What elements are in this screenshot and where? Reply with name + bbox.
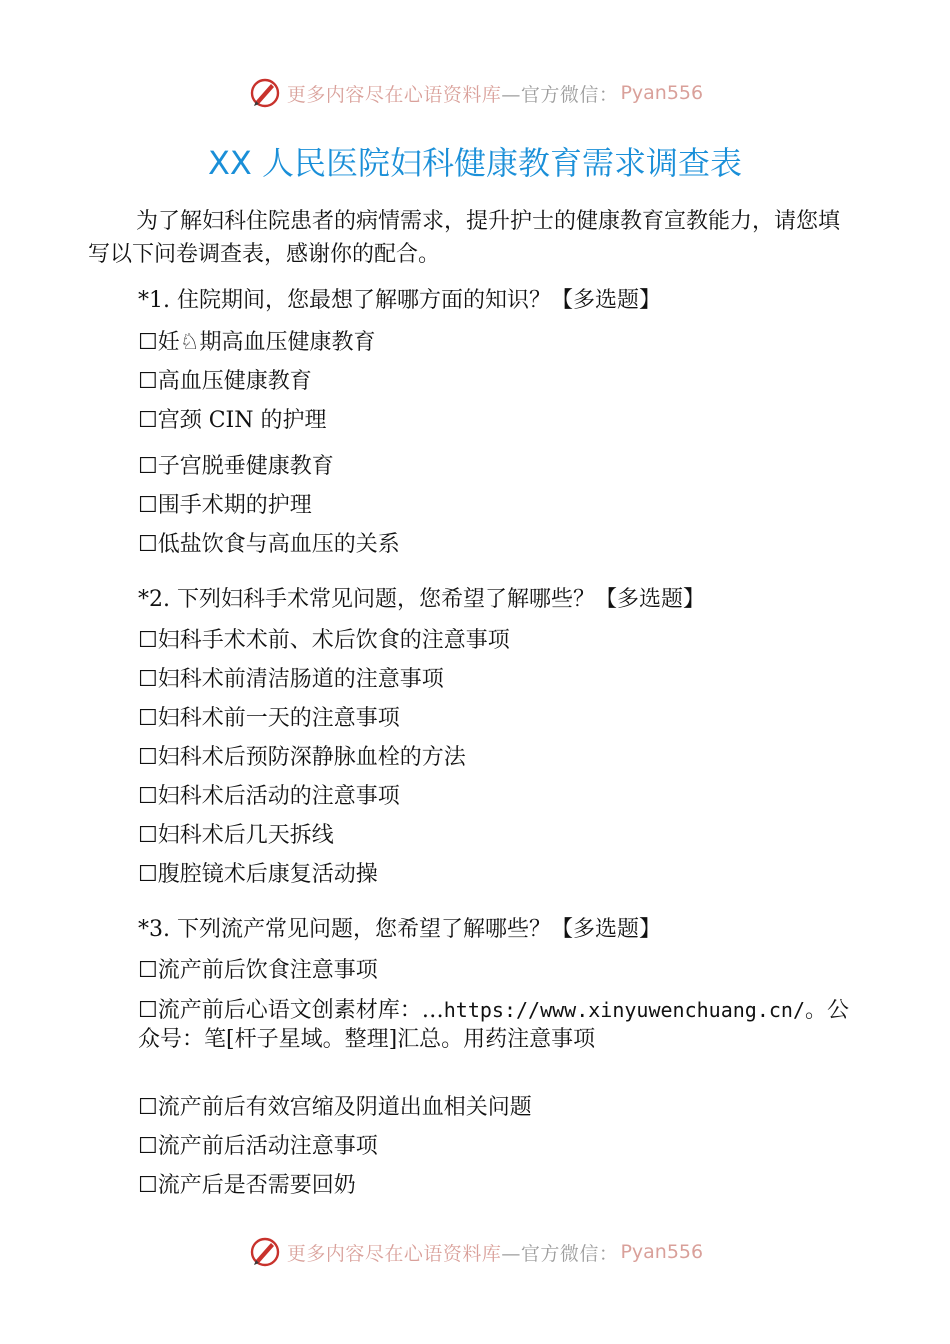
intro-paragraph: 为了解妇科住院患者的病情需求，提升护士的健康教育宣教能力，请您填写以下问卷调查表，感谢你的配合。 — [88, 209, 841, 267]
banner-promo-text: 更多内容尽在心语资料库 — [286, 83, 502, 106]
footer-banner — [0, 1232, 950, 1272]
question-1-option[interactable] — [138, 530, 400, 560]
banner-contact-label: —官方微信： — [501, 83, 619, 106]
option-label: 妇科术前一天的注意事项 — [157, 706, 400, 731]
question-3-option[interactable] — [138, 1171, 356, 1201]
option-label: 流产前后心语文创素材库：… — [157, 998, 444, 1023]
option-label: 高血压健康教育 — [157, 369, 312, 394]
question-2-option[interactable] — [138, 704, 400, 734]
question-2-label: *2. 下列妇科手术常见问题，您希望了解哪些？【多选题】 — [138, 587, 705, 612]
question-1-option[interactable] — [138, 328, 375, 358]
question-3-option[interactable] — [138, 1132, 378, 1162]
question-2-option[interactable] — [138, 665, 444, 695]
option-url[interactable]: https://www.xinyuwenchuang.cn/ — [443, 998, 805, 1022]
checkbox-icon[interactable]: ☐ — [138, 784, 158, 809]
option-label: 子宫脱垂健康教育 — [157, 454, 334, 479]
checkbox-icon[interactable]: ☐ — [138, 628, 158, 653]
checkbox-icon[interactable]: ☐ — [138, 745, 158, 770]
option-label: 流产前后有效宫缩及阴道出血相关问题 — [157, 1095, 532, 1120]
pen-logo-icon — [247, 1234, 283, 1270]
question-2-option[interactable] — [138, 821, 334, 851]
pen-logo-icon — [247, 75, 283, 111]
checkbox-icon[interactable]: ☐ — [138, 1173, 158, 1198]
question-3-option[interactable] — [138, 996, 858, 1054]
option-label: 围手术期的护理 — [157, 493, 312, 518]
checkbox-icon[interactable]: ☐ — [138, 408, 158, 433]
banner-promo-text: 更多内容尽在心语资料库 — [286, 1242, 502, 1265]
question-2-option[interactable] — [138, 743, 466, 773]
question-3-label: *3. 下列流产常见问题，您希望了解哪些？【多选题】 — [138, 917, 661, 942]
option-label: 妇科术后活动的注意事项 — [157, 784, 400, 809]
checkbox-icon[interactable]: ☐ — [138, 493, 158, 518]
option-label: 低盐饮食与高血压的关系 — [157, 532, 400, 557]
checkbox-icon[interactable]: ☐ — [138, 369, 158, 394]
option-label: 流产后是否需要回奶 — [157, 1173, 356, 1198]
option-label: 妇科术后几天拆线 — [157, 823, 334, 848]
checkbox-icon[interactable]: ☐ — [138, 998, 158, 1023]
question-2-option[interactable] — [138, 782, 400, 812]
option-label-tail: 。公众号：笔[杆子星域。整理]汇总。用药注意事项 — [138, 998, 849, 1052]
option-label: 宫颈 CIN 的护理 — [157, 408, 327, 433]
checkbox-icon[interactable]: ☐ — [138, 1134, 158, 1159]
document-title: XX 人民医院妇科健康教育需求调查表 — [207, 144, 743, 182]
checkbox-icon[interactable]: ☐ — [138, 706, 158, 731]
checkbox-icon[interactable]: ☐ — [138, 958, 158, 983]
option-label: 妇科手术术前、术后饮食的注意事项 — [157, 628, 510, 653]
checkbox-icon[interactable]: ☐ — [138, 862, 158, 887]
checkbox-icon[interactable]: ☐ — [138, 823, 158, 848]
option-label: 妊♘期高血压健康教育 — [157, 330, 376, 355]
option-label: 流产前后活动注意事项 — [157, 1134, 378, 1159]
question-1-option[interactable] — [138, 406, 327, 436]
checkbox-icon[interactable]: ☐ — [138, 1095, 158, 1120]
checkbox-icon[interactable]: ☐ — [138, 330, 158, 355]
question-1-option[interactable] — [138, 452, 334, 482]
option-label: 流产前后饮食注意事项 — [157, 958, 378, 983]
checkbox-icon[interactable]: ☐ — [138, 454, 158, 479]
header-banner — [0, 73, 950, 113]
question-3-option[interactable] — [138, 956, 378, 986]
checkbox-icon[interactable]: ☐ — [138, 667, 158, 692]
question-2-option[interactable] — [138, 626, 510, 656]
banner-contact-label: —官方微信： — [501, 1242, 619, 1265]
question-3-option[interactable] — [138, 1093, 532, 1123]
option-label: 妇科术后预防深静脉血栓的方法 — [157, 745, 466, 770]
question-2-option[interactable] — [138, 860, 378, 890]
banner-contact-id: Pyan556 — [620, 82, 704, 104]
question-1-option[interactable] — [138, 367, 312, 397]
option-label: 腹腔镜术后康复活动操 — [157, 862, 378, 887]
checkbox-icon[interactable]: ☐ — [138, 532, 158, 557]
option-label: 妇科术前清洁肠道的注意事项 — [157, 667, 444, 692]
banner-contact-id: Pyan556 — [620, 1241, 704, 1263]
question-1-label: *1. 住院期间，您最想了解哪方面的知识？【多选题】 — [138, 288, 661, 313]
question-1-option[interactable] — [138, 491, 312, 521]
